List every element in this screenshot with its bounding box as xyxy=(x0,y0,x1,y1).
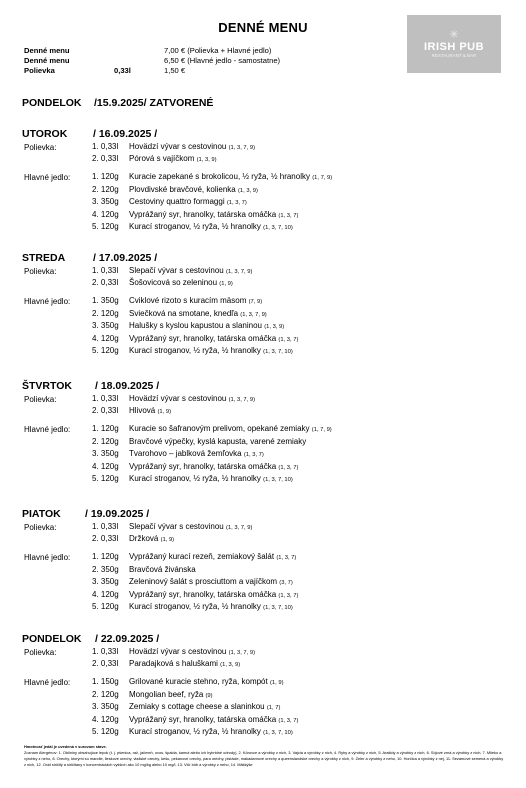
main-allergens: (1, 3, 7) xyxy=(278,464,299,471)
soup-name: Pórová s vajíčkom xyxy=(129,154,195,163)
soup-allergens: (1, 3, 7, 9) xyxy=(228,397,256,403)
main-portion: 2. 120g xyxy=(92,436,119,446)
main-name-line xyxy=(129,196,247,209)
main-portion: 2. 350g xyxy=(92,564,119,574)
mains-label: Hlavné jedlo: xyxy=(24,173,71,182)
soup-allergens: (1, 3, 7, 9) xyxy=(228,650,256,656)
main-allergens: (1, 7, 9) xyxy=(312,175,333,181)
main-name: Kurací stroganov, ½ ryža, ½ hranolky xyxy=(129,727,261,736)
main-name-line xyxy=(129,701,280,714)
main-name: Kurací stroganov, ½ ryža, ½ hranolky xyxy=(129,222,261,231)
main-name-line xyxy=(129,461,298,474)
main-portion: 3. 350g xyxy=(92,577,119,586)
main-name: Vyprážaný syr, hranolky, tatárska omáčka xyxy=(129,209,277,219)
main-name: Kurací stroganov, ½ ryža, ½ hranolky xyxy=(129,346,261,355)
main-portion: 1. 150g xyxy=(92,677,119,686)
main-name: Vyprážaný syr, hranolky, tatárska omáčka xyxy=(129,461,277,471)
closed-day xyxy=(22,97,214,109)
price-qty: 0,33l xyxy=(114,66,131,75)
main-name-line xyxy=(129,564,196,577)
soup-name: Hovädzí vývar s cestovinou xyxy=(129,394,227,403)
soup-name: Držková xyxy=(129,534,159,543)
day-heading xyxy=(22,633,160,645)
soups-label: Polievka: xyxy=(24,523,57,532)
main-portion: 5. 120g xyxy=(92,474,119,483)
main-name: Zemiaky s cottage cheese a slaninkou xyxy=(129,702,265,711)
price-value: 1,50 € xyxy=(164,66,186,75)
soup-allergens: (1, 3, 7, 9) xyxy=(225,525,253,531)
day-name: UTOROK xyxy=(22,128,68,140)
main-name-line xyxy=(129,448,264,461)
main-name: Kuracie so šafranovým prelivom, opekané zemiaky xyxy=(129,424,310,433)
soup-portion: 1. 0,33l xyxy=(92,142,119,151)
main-allergens: (1, 3, 7, 10) xyxy=(263,730,293,736)
main-allergens: (1, 3, 7) xyxy=(278,717,299,724)
day-date: / 22.09.2025 / xyxy=(95,633,160,645)
main-name-line xyxy=(129,333,298,346)
day-heading xyxy=(22,508,150,520)
soup-name-line xyxy=(129,405,171,418)
main-portion: 4. 120g xyxy=(92,461,119,471)
main-allergens: (1, 3, 7, 9) xyxy=(240,311,267,318)
soup-portion: 2. 0,33l xyxy=(92,659,119,668)
main-allergens: (1, 3, 7, 10) xyxy=(263,477,293,483)
soup-allergens: (1, 9) xyxy=(219,281,233,287)
main-portion: 3. 350g xyxy=(92,702,119,711)
soups-label: Polievka: xyxy=(24,395,57,404)
soup-portion: 1. 0,33l xyxy=(92,647,119,656)
main-portion: 4. 120g xyxy=(92,589,119,599)
main-name: Tvarohovo – jablková žemľovka xyxy=(129,449,242,458)
main-allergens: (1, 3, 7) xyxy=(243,452,264,458)
main-name: Mongolian beef, ryža xyxy=(129,689,204,699)
main-name-line xyxy=(129,320,284,333)
main-name: Zeleninový šalát s prosciuttom a vajíčkom xyxy=(129,577,278,586)
main-name-line xyxy=(129,436,306,449)
main-allergens: (7, 9) xyxy=(248,299,263,305)
main-allergens: (1, 3, 7) xyxy=(278,336,299,343)
main-portion: 2. 120g xyxy=(92,308,119,318)
main-portion: 3. 350g xyxy=(92,449,119,458)
main-name: Bravčové výpečky, kyslá kapusta, varené zemiaky xyxy=(129,436,307,446)
main-name: Vyprážaný syr, hranolky, tatárska omáčka xyxy=(129,333,277,343)
main-allergens: (1, 7, 9) xyxy=(311,427,332,433)
price-label: Polievka xyxy=(24,66,55,75)
soup-allergens: (1, 9) xyxy=(157,409,171,415)
soup-name-line xyxy=(129,153,217,166)
soup-name: Slepačí vývar s cestovinou xyxy=(129,266,224,275)
soup-portion: 2. 0,33l xyxy=(92,278,119,287)
main-portion: 1. 350g xyxy=(92,296,119,305)
allergen-footer xyxy=(24,744,504,768)
main-portion: 3. 350g xyxy=(92,197,119,206)
soup-name-line xyxy=(129,533,174,546)
logo-text: IRISH PUB xyxy=(423,40,485,53)
main-name: Kurací stroganov, ½ ryža, ½ hranolky xyxy=(129,474,261,483)
sunburst-icon: ✳ xyxy=(449,28,459,41)
day-name: STREDA xyxy=(22,252,66,264)
main-portion: 5. 120g xyxy=(92,346,119,355)
main-name-line xyxy=(129,295,262,308)
main-name: Sviečková na smotane, knedľa xyxy=(129,308,239,318)
main-portion: 2. 120g xyxy=(92,184,119,194)
main-portion: 1. 120g xyxy=(92,172,119,181)
closed-day-date: /15.9.2025/ ZATVORENÉ xyxy=(94,97,214,109)
main-allergens: (1, 3, 9) xyxy=(264,324,285,330)
main-name: Halušky s kyslou kapustou a slaninou xyxy=(129,321,262,330)
main-name-line xyxy=(129,589,298,602)
main-allergens: (9) xyxy=(205,692,213,699)
soup-allergens: (1, 3, 9) xyxy=(220,662,241,668)
soup-name-line xyxy=(129,277,233,290)
soup-portion: 2. 0,33l xyxy=(92,534,119,543)
main-portion: 1. 120g xyxy=(92,552,119,561)
soups-label: Polievka: xyxy=(24,267,57,276)
soups-label: Polievka: xyxy=(24,648,57,657)
main-portion: 5. 120g xyxy=(92,222,119,231)
day-heading xyxy=(22,252,158,264)
soup-allergens: (1, 3, 7, 9) xyxy=(225,269,253,275)
main-allergens: (1, 3, 7) xyxy=(276,555,297,561)
main-name: Vyprážaný kurací rezeň, zemiakový šalát xyxy=(129,552,275,561)
day-heading xyxy=(22,128,158,140)
day-date: / 16.09.2025 / xyxy=(93,128,158,140)
main-name-line xyxy=(129,689,213,702)
main-name-line xyxy=(129,726,293,739)
price-label: Denné menu xyxy=(24,46,70,55)
day-heading xyxy=(22,380,160,392)
soup-name: Hovädzí vývar s cestovinou xyxy=(129,142,227,151)
price-label: Denné menu xyxy=(24,56,70,65)
menu-title: DENNÉ MENU xyxy=(218,20,308,35)
main-allergens: (1, 3, 9) xyxy=(237,187,258,194)
main-portion: 4. 120g xyxy=(92,333,119,343)
soup-name-line xyxy=(129,658,240,671)
main-name: Cestoviny quattro formaggi xyxy=(129,197,225,206)
day-date: / 18.09.2025 / xyxy=(95,380,160,392)
mains-label: Hlavné jedlo: xyxy=(24,297,71,306)
main-name: Kuracie zapekané s brokolicou, ½ ryža, ½ hranolky xyxy=(129,172,310,181)
main-allergens: (1, 3, 7, 10) xyxy=(263,225,293,231)
main-name: Plovdivské bravčové, kolienka xyxy=(129,184,236,194)
soups-label: Polievka: xyxy=(24,143,57,152)
soup-allergens: (1, 3, 9) xyxy=(196,157,217,163)
soup-name: Hovädzí vývar s cestovinou xyxy=(129,647,227,656)
closed-day-name: PONDELOK xyxy=(22,97,82,109)
price-value: 6,50 € (Hlavné jedlo - samostatne) xyxy=(164,56,281,65)
mains-label: Hlavné jedlo: xyxy=(24,425,71,434)
main-allergens: (1, 3, 7) xyxy=(278,212,299,219)
soup-name: Slepačí vývar s cestovinou xyxy=(129,522,224,531)
soup-portion: 1. 0,33l xyxy=(92,522,119,531)
main-allergens: (1, 3, 7, 10) xyxy=(263,349,293,355)
main-name-line xyxy=(129,676,284,689)
soup-portion: 2. 0,33l xyxy=(92,154,119,163)
main-allergens: (1, 3, 7) xyxy=(278,592,299,599)
soup-allergens: (1, 9) xyxy=(160,537,175,543)
main-allergens: (1, 3, 7) xyxy=(226,200,247,206)
main-name-line xyxy=(129,714,298,727)
main-name-line xyxy=(129,473,293,486)
price-value: 7,00 € (Polievka + Hlavné jedlo) xyxy=(164,46,272,55)
main-name-line xyxy=(129,184,258,197)
main-name-line xyxy=(129,423,332,436)
day-name: ŠTVRTOK xyxy=(22,380,72,392)
soup-name: Šošovicová so zeleninou xyxy=(129,278,218,287)
soup-portion: 1. 0,33l xyxy=(92,266,119,275)
main-name-line xyxy=(129,209,298,222)
irish-pub-logo xyxy=(407,15,501,73)
main-name: Grilované kuracie stehno, ryža, kompót xyxy=(129,677,268,686)
main-name: Vyprážaný syr, hranolky, tatárska omáčka xyxy=(129,589,277,599)
day-name: PIATOK xyxy=(22,508,61,520)
main-name-line xyxy=(129,308,267,321)
main-allergens: (1, 3, 7, 10) xyxy=(263,605,293,611)
footer-heading: Hmotnosť jedál je uvedená v surovom stave. xyxy=(24,744,107,749)
day-name: PONDELOK xyxy=(22,633,82,645)
main-portion: 4. 120g xyxy=(92,209,119,219)
footer-allergen-list: Zoznam Alergénov: 1. Obilniny obsahujúce lepok (t. j. pšenica, raž, jačmeň, ovos, špalda, kamut alebo ich hybridné odrody), 2. Kôrovce a výrobky z nich, 3. Vajcia a výrobky z nich, 4. Ryby a výrobky z nich, 5. Arašidy a výrobky z nich, 6. Sójové zrná a výrobky z nich, 7. Mlieko a výrobky z neho, 8. Orechy, ktorými sú mandle, lieskové orechy, vlašské orechy, kešu, pekanové orechy, para orechy, pistácie, makadamové orechy a queenslandské orechy a výrobky z nich, 9. Zeler a výrobky z neho, 10. Horčica a výrobky z nej, 11. Sezamové semená a výrobky z nich, 12. Oxid siričitý a siričitany v koncentráciách vyšších ako 10 mg/kg alebo 10 mg/l, 13. Vlčí bôb a výrobky z neho, 14. Mäkkýše xyxy=(24,750,504,767)
main-name-line xyxy=(129,221,293,234)
main-portion: 5. 120g xyxy=(92,727,119,736)
main-name: Cviklové rizoto s kuracím mäsom xyxy=(129,296,247,305)
main-allergens: (1, 7) xyxy=(266,705,281,711)
logo-subtext: RESTAURANT & BAR xyxy=(431,52,477,58)
soup-name: Paradajková s haluškami xyxy=(129,659,218,668)
main-portion: 5. 120g xyxy=(92,602,119,611)
main-name: Kurací stroganov, ½ ryža, ½ hranolky xyxy=(129,602,261,611)
soup-portion: 2. 0,33l xyxy=(92,406,119,415)
soup-name: Hlivová xyxy=(129,406,156,415)
day-date: / 19.09.2025 / xyxy=(85,508,150,520)
main-portion: 4. 120g xyxy=(92,714,119,724)
day-date: / 17.09.2025 / xyxy=(93,252,158,264)
main-name-line xyxy=(129,601,293,614)
main-portion: 3. 350g xyxy=(92,321,119,330)
main-name-line xyxy=(129,576,293,589)
main-allergens: (3, 7) xyxy=(279,580,293,586)
main-name-line xyxy=(129,171,332,184)
soup-allergens: (1, 3, 7, 9) xyxy=(228,145,256,151)
mains-label: Hlavné jedlo: xyxy=(24,678,71,687)
main-portion: 1. 120g xyxy=(92,424,119,433)
soup-portion: 1. 0,33l xyxy=(92,394,119,403)
main-allergens: (1, 9) xyxy=(269,680,284,686)
main-portion: 2. 120g xyxy=(92,689,119,699)
mains-label: Hlavné jedlo: xyxy=(24,553,71,562)
main-name: Bravčová živánska xyxy=(129,564,196,574)
main-name-line xyxy=(129,551,296,564)
main-name-line xyxy=(129,345,293,358)
main-name: Vyprážaný syr, hranolky, tatárska omáčka xyxy=(129,714,277,724)
